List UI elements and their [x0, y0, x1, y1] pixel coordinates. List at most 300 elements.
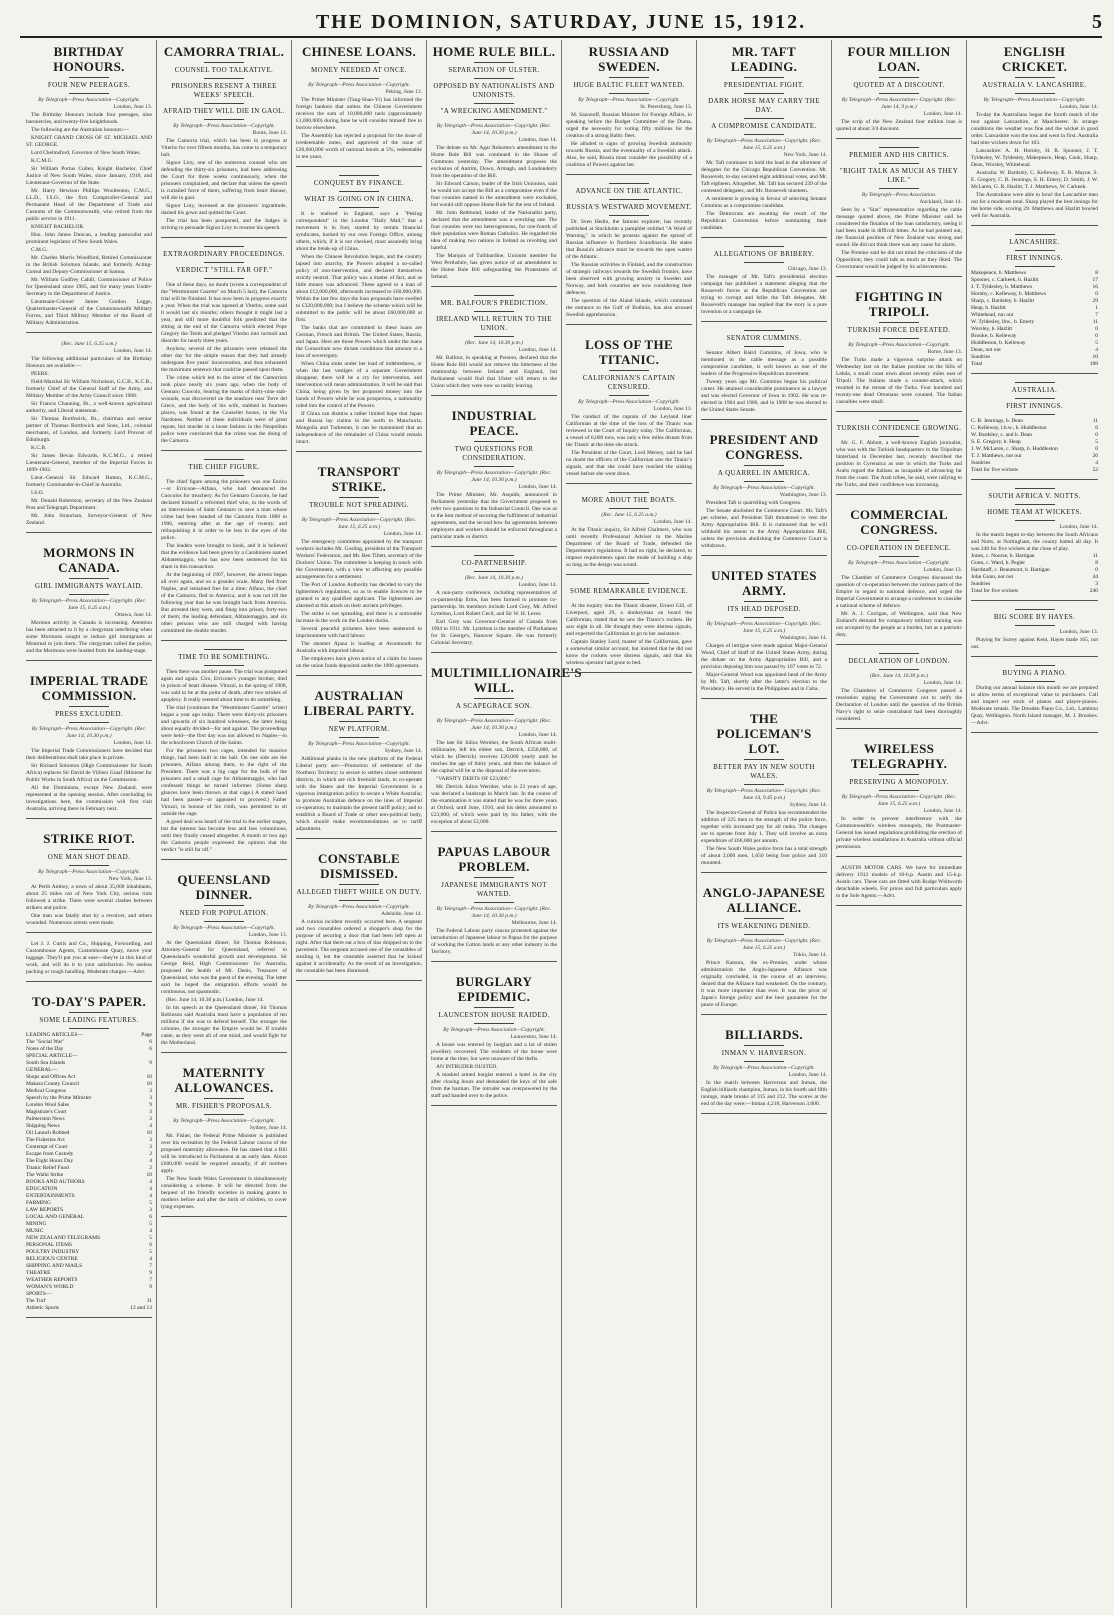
dateline: London, June 14. — [1059, 524, 1098, 530]
rule-divider — [474, 571, 514, 572]
rule-divider — [1015, 234, 1055, 235]
contents-label: SPECIAL ARTICLE— — [26, 1053, 78, 1059]
subheading: WHAT IS GOING ON IN CHINA. — [304, 195, 414, 203]
contents-row — [26, 1263, 152, 1270]
dateline: New York, June 13. — [108, 876, 152, 882]
contents-row — [26, 1137, 152, 1144]
story-divider — [161, 1216, 287, 1217]
paragraph: Sir Francis Channing, Bt., a well-known agricultural authority, and Liberal statesman. — [26, 401, 152, 414]
article — [701, 246, 827, 322]
rule-divider — [744, 934, 784, 935]
paragraph: PEERS. — [31, 371, 49, 377]
paragraph: Mr. Donald Robertson, secretary of the New Zealand Post and Telegraph Department. — [26, 498, 152, 511]
article — [971, 234, 1098, 374]
paragraph: Lieut.-General Sir Edward Hutton, K.C.M.G., formerly Commander-in-Chief in Australia. — [26, 475, 152, 488]
contents-label: Speech by the Prime Minister — [26, 1095, 92, 1101]
rule-divider — [879, 93, 919, 94]
paragraph: The Premier said he did not mind the criticisms of the Opposition; they could talk as much as they liked. The Government would be judged by its achievements. — [836, 250, 962, 270]
contents-row — [26, 1088, 152, 1095]
rule-divider — [879, 790, 919, 791]
article — [296, 847, 422, 981]
batsman: Makepeace, b. Matthews — [971, 270, 1026, 276]
subheading: RUSSIA'S WESTWARD MOVEMENT. — [566, 203, 692, 211]
batsman: Worsley, b. Hazlitt — [971, 326, 1013, 332]
paragraph: The Imperial Trade Commissioners have decided that their deliberations shall take place in private. — [26, 748, 152, 761]
score-row — [971, 425, 1098, 432]
subheading: NEW PLATFORM. — [328, 725, 390, 733]
article — [26, 827, 152, 933]
byline: By Telegraph—Press Association—Copyright. — [848, 560, 950, 566]
paragraph: A curious incident recently occurred here. A sergeant and two constables ordered a shopper's shop for the purpose of securing a door that had been left open at night. After that there eat a box of tins dropped on to the pavement. The sergeant accused one of the constables of stealing it, but the constable asserted that he kicked against it accidentally. As the result of an investigation, the constable has been dismissed. — [296, 919, 422, 974]
article — [296, 40, 422, 167]
paragraph: AUSTIN MOTOR CARS. We have for immediate delivery 1912 models of 10-h.p. Austin and 15-h.p. Austin cars. These cars are fitted with Rudge Whitworth detachable wheels. For prices and full particulars apply to the Sole Agents.—Advt. — [836, 865, 962, 899]
byline: By Telegraph—Press Association—Copyright. — [308, 904, 410, 910]
paragraph: The scrip of the New Zealand four million loan is quoted at about 3/4 discount. — [836, 119, 962, 132]
scorecard — [971, 553, 1098, 595]
contents-row — [26, 1046, 152, 1053]
runs: 1 — [1095, 305, 1098, 311]
contents-label: WOMAN'S WORLD — [26, 1284, 74, 1290]
scorecard — [971, 270, 1098, 368]
rule-divider — [474, 78, 514, 79]
score-row — [971, 574, 1098, 581]
contents-row — [26, 1270, 152, 1277]
rule-divider — [1015, 398, 1055, 399]
subheading: TWO QUESTIONS FOR CONSIDERATION. — [454, 445, 534, 462]
byline: By Telegraph—Press Association—Copyright. — [173, 1118, 275, 1124]
contents-page: 11 — [146, 1298, 152, 1304]
score-row — [971, 354, 1098, 361]
byline: By Telegraph—Press Association—Copyright. — [578, 399, 680, 405]
paragraph: Anyhow, several of the prisoners were released the other day for the simple reason that they had already undergone five years' incarceration, and thus exhausted the maximum sentence that could be passed upon them. — [161, 346, 287, 373]
subheading: ITS WEAKENING DENIED. — [717, 922, 811, 930]
article — [26, 669, 152, 819]
paragraph: Lord Chelmsford, Governor of New South Wales. — [31, 150, 141, 156]
rule-divider — [609, 183, 649, 184]
contents-row — [26, 1081, 152, 1088]
paragraph: Major-General Wood was appointed head of the Army by Mr. Taft, shortly after the latter's election to the Presidency. He served in the Philippines and in Cuba. — [701, 672, 827, 692]
paragraph: Sir James Bevan Edwards, K.C.M.G., a retired Lieutenant-General, member of the Imperial Forces in 1899-1902. — [26, 453, 152, 473]
runs: 11 — [1092, 319, 1098, 325]
rule-divider — [609, 492, 649, 493]
paragraph: The Camorra trial, which has been in progress at Viterbo for over fifteen months, has come to a temporary halt. — [161, 138, 287, 158]
subheading: HUGE BALTIC FLEET WANTED. — [573, 81, 685, 89]
batsman: Sundries — [971, 354, 991, 360]
runs: 5 — [1095, 439, 1098, 445]
subheading: ONE MAN SHOT DEAD. — [47, 853, 131, 861]
dateline: London, June 14. — [518, 137, 557, 143]
paragraph: The Chambers of Commerce Congress passed a resolution urging the Government not to ratify the Declaration of London until the question of the British Navy's right to seize contraband had been thoroughly considered. — [836, 688, 962, 722]
subheading: DARK HORSE MAY CARRY THE DAY. — [708, 97, 820, 114]
headline: FIGHTING IN TRIPOLI. — [855, 289, 943, 319]
paragraph: The Prime Minister, Mr. Asquith, announced in Parliament yesterday that the Government proposed to refer two questions to the Industrial Council. One was as to the best method of securing the fulfilment of industrial agreements, and the second how far agreements between employers and workers should be enforced throughout a particular trade or district. — [431, 492, 558, 540]
rule-divider — [744, 262, 784, 263]
story-divider — [566, 483, 692, 484]
runs: 0 — [1095, 291, 1098, 297]
contents-label: Magistrate's Court — [26, 1109, 67, 1115]
dateline: Sydney, June 14. — [789, 802, 827, 808]
story-divider — [431, 831, 557, 832]
contents-label: The "Social War" — [26, 1039, 65, 1045]
rule-divider — [474, 336, 514, 337]
article — [836, 40, 962, 139]
subheading: DECLARATION OF LONDON. — [848, 657, 950, 665]
contents-row — [26, 1193, 152, 1200]
paragraph: Dr. Sven Hedin, the famous explorer, has recently published at Stockholm a pamphlet entitled "A Word of Warning," in which he protests against the spread of Russian influence in Northern Scandinavia. He states that Russia's advance must be towards the open waters of the Atlantic. — [566, 219, 692, 260]
rule-divider — [744, 784, 784, 785]
rule-divider — [204, 649, 244, 650]
rule-divider — [339, 62, 379, 63]
dateline: London, June 14. — [518, 582, 557, 588]
contents-label: Makara County Council — [26, 1081, 80, 1087]
rule-divider — [339, 513, 379, 514]
story-divider — [296, 838, 422, 839]
batsman: Total for five wickets — [971, 588, 1019, 594]
story-divider — [26, 981, 152, 982]
article — [836, 503, 962, 645]
paragraph: M. Sazonoff, Russian Minister for Foreign Affairs, in speaking before the Budget Committee of the Duma, urged the necessity for voting fifty millions for the creation of a strong Baltic fleet. — [566, 112, 692, 139]
paragraph: At Perth Amboy, a town of about 35,000 inhabitants, about 25 miles out of New York City, serious riots followed a strike. There were several clashes between strikers and police. — [26, 884, 152, 911]
newspaper-title: THE DOMINION, SATURDAY, JUNE 15, 1912. — [315, 10, 807, 33]
dateline: New York, June 14. — [783, 152, 827, 158]
score-row — [971, 432, 1098, 439]
story-divider — [296, 675, 422, 676]
paragraph: The Birthday Honours include four peerages, nine baronetcies, and twenty-five knighthoods. — [26, 112, 152, 125]
paragraph: Mr. Balfour, in speaking at Preston, declared that the Home Rule Bill would not remove the bitterness of the relationship between Ireland and England, but Parliament would find that Ulster will return to the Union which they were now so rashly leaving. — [431, 355, 557, 389]
article — [701, 1023, 827, 1114]
byline: By Telegraph—Press Association—Copyright. — [38, 869, 140, 875]
rule-divider — [69, 706, 109, 707]
story-divider — [971, 656, 1098, 657]
paragraph: Mr. Taft continues to hold the lead in the allotment of delegates for the Chicago Republican Convention. Mr. Roosevelt, to-day secured eight additional votes, and Mr. Taft eighteen. Altogether, Mr. Taft has secured 239 of the contested delegates, and Mr. Roosevelt nineteen. — [701, 160, 827, 194]
rule-divider — [1015, 504, 1055, 505]
dateline: London, June 13. — [1059, 629, 1098, 635]
contents-page: 4 — [149, 1256, 152, 1262]
byline: By Telegraph—Press Association—Copyright. (Rec. June 15, 6.25 a.m.) — [706, 621, 822, 634]
batsman: Jones, c. Nourse, b. Hartigan — [971, 553, 1035, 559]
rule-divider — [204, 1114, 244, 1115]
runs: 16 — [1092, 284, 1098, 290]
runs: 4 — [1095, 460, 1098, 466]
paragraph: Mr. Derrick Julius Wernher, who is 23 years of age, was declared a bankrupt in March last. In the course of the examination it was stated that he was for three years at Oxford, until June, 1910, and his debts amounted to £23,000, of which were paid by his father, with the exception of about £2,000. — [431, 784, 557, 825]
paragraph: The conduct of the captain of the Leyland liner Californian at the time of the loss of the Titanic was reviewed in the Court of Inquiry today. The Californian, a vessel of 6,000 tons, was only a few miles distant from the Titanic at the time she struck. — [566, 414, 692, 448]
rule-divider — [474, 555, 514, 556]
rule-divider — [474, 714, 514, 715]
paragraph: The Inspector-General of Police has recommended the addition of 225 men to the strength of the police force, together with increased pay for all ranks. The changes are to operate from July 1. They will involve an extra expenditure of £66,000 per annum. — [701, 810, 827, 844]
batsman: Dean, not out — [971, 347, 1001, 353]
article — [431, 40, 557, 287]
byline: By Telegraph—Press Association—Copyright. — [983, 97, 1086, 103]
dateline: Adelaide, June 14. — [381, 911, 422, 917]
subheading: QUOTED AT A DISCOUNT. — [853, 81, 945, 89]
rule-divider — [1015, 488, 1055, 489]
paragraph: A good deal was heard of the trial in the earlier stages, but the interest has become less and less voluminous, until they finally ceased altogether. A month or two ago the Camorra people expressed the opinion that the verdict "is still far off." — [161, 819, 287, 853]
paragraph: Charges of intrigue were made against Major-General Wood, Chief of Staff of the United States Army, during the debate on the Army Appropriation Bill, and a provision deposing him was passed by 107 votes to 72. — [701, 643, 827, 670]
runs: 3 — [1095, 581, 1098, 587]
article — [701, 707, 827, 873]
subheading: BETTER PAY IN NEW SOUTH WALES. — [713, 763, 815, 780]
article — [296, 684, 422, 839]
batsman: Total — [971, 361, 983, 367]
subheading: "RIGHT TALK AS MUCH AS THEY LIKE." — [839, 167, 959, 184]
article — [701, 330, 827, 420]
score-row — [971, 553, 1098, 560]
story-divider — [836, 411, 962, 412]
subheading: MR. FISHER'S PROPOSALS. — [175, 1102, 273, 1110]
subheading: VERDICT "STILL FAR OFF." — [175, 266, 273, 274]
contents-row — [26, 1298, 152, 1305]
score-row — [971, 340, 1098, 347]
contents-row — [26, 1158, 152, 1165]
byline: By Telegraph—Press Association—Copyright. (Rec. June 14, 10.30 p.m.) — [31, 726, 147, 739]
story-divider — [161, 237, 287, 238]
rule-divider — [69, 722, 109, 723]
rule-divider — [339, 175, 379, 176]
rule-divider — [474, 119, 514, 120]
article — [971, 40, 1098, 226]
subheading: CO-PARTNERSHIP. — [461, 559, 527, 567]
contents-label: THEATRE — [26, 1270, 51, 1276]
headline: STRIKE RIOT. — [43, 831, 135, 846]
byline: By Telegraph—Press Association—Copyright. (Rec. June 15, 6.25 a.m.) — [841, 794, 957, 807]
paragraph: Mr. William Godfrey Cahill, Commissioner of Police for Queensland since 1905, and for many years Under-Secretary to the Department of Justice. — [26, 277, 152, 297]
rule-divider — [1015, 625, 1055, 626]
byline: (Rec. June 14, 10.30 p.m.) — [465, 340, 523, 346]
rule-divider — [1015, 681, 1055, 682]
paragraph: Senator Albert Baird Cummins, of Iowa, who is mentioned in the cable message as a possible compromise candidate, is well known as one of the leaders of the Progressive Republican movement. — [701, 350, 827, 377]
rule-divider — [1015, 250, 1055, 251]
rule-divider — [744, 759, 784, 760]
rule-divider — [609, 215, 649, 216]
paragraph: The late Sir Julius Wernher, the South African multi-millionaire, left his eldest son, Derrick, £250,000, of which he (Derrick) receives £20,000 yearly until he reaches the age of thirty years, and then the balance of the capital will be at the disposal of the executors. — [431, 740, 557, 774]
batsman: Sundries — [971, 581, 991, 587]
contents-label: MINING — [26, 1221, 47, 1227]
dateline: Auckland, June 14. — [919, 199, 962, 205]
paragraph: Mr. Charles Morris Woodford, Retired Commissioner in the British Solomon Islands, and formerly Acting-Consul and Deputy-Commissioner at Samoa. — [26, 255, 152, 275]
rule-divider — [69, 77, 109, 78]
subheading: PRESERVING A MONOPOLY. — [849, 778, 949, 786]
paragraph: Australia: W. Bardsley, C. Kelleway, E. R. Mayne, S. E. Gregory, C. B. Jennings, S. H. Emery, D. Smith, J. W. McLaren, G. R. Hazlitt, T. J. Matthews, W. Carkeek. — [971, 170, 1098, 190]
paragraph: The following are the Australian honours:— — [31, 127, 129, 133]
runs: 0 — [1095, 432, 1098, 438]
rule-divider — [204, 278, 244, 279]
runs: 10 — [1092, 354, 1098, 360]
subheading: BUYING A PIANO. — [1002, 669, 1067, 677]
rule-divider — [204, 262, 244, 263]
subheading: ITS HEAD DEPOSED. — [727, 605, 801, 613]
score-row — [971, 467, 1098, 474]
paragraph: In his speech at the Queensland dinner, Sir Thomas Robinson said Australia must have a population of ten millions if she was to defend herself. The stronger the colonies, the stronger the Empire would be. If trouble came, as they were all of one mind, and would fight for the Motherland. — [161, 1005, 287, 1046]
score-row — [971, 588, 1098, 595]
rule-divider — [204, 475, 244, 476]
contents-label: SPORTS— — [26, 1291, 52, 1297]
article — [161, 868, 287, 1053]
score-row — [971, 418, 1098, 425]
story-divider — [296, 980, 422, 981]
paragraph: Let J. J. Curtis and Co., Shipping, Forwarding, and Customhouse Agents, Customhouse Quay, move your luggage. They'll put you at ease—they're in this kind of work, and will do it to your satisfaction. No useless packing or rough handling. Moderate charges.—Advt. — [26, 941, 152, 975]
headline: BILLIARDS. — [725, 1027, 803, 1042]
paragraph: It is realised in England, says a "Peking correspondent" in the London "Daily Mail," that a movement is in foot, started by certain financial syndicates, backed by our own Foreign Office, among others, which, if it is not checked, must assuredly bring about the break-up of China. — [296, 211, 422, 252]
rule-divider — [609, 583, 649, 584]
rule-divider — [474, 877, 514, 878]
dateline: London, June 14. — [518, 347, 557, 353]
byline: By Telegraph—Press Association—Copyright. (Rec. June 15, 6.25 a.m.) — [706, 938, 822, 951]
rule-divider — [474, 698, 514, 699]
paragraph: Playing for Surrey against Kent, Hayes made 165, not out. — [971, 637, 1098, 650]
paragraph: Sir Richard Solomon (High Commissioner for South Africa) replaces Sir David de Villiers Graaf (Minister for Public Works in South Africa) on the Commission. — [26, 763, 152, 783]
dateline: London, June 14. — [923, 808, 962, 814]
article — [701, 428, 827, 556]
rule-divider — [474, 311, 514, 312]
headline: BIRTHDAY HONOURS. — [53, 44, 125, 74]
contents-row — [26, 1207, 152, 1214]
byline: By Telegraph—Press Association—Copyright. — [713, 1065, 815, 1071]
subheading: MR. BALFOUR'S PREDICTION. — [440, 299, 548, 307]
contents-row — [26, 1284, 152, 1291]
contents-label: Athletic Sports — [26, 1305, 60, 1311]
contents-label: ENTERTAINMENTS — [26, 1193, 75, 1199]
batsman: Spooner, c. Carkeek, b. Hazlitt — [971, 277, 1039, 283]
contents-page: 3 — [149, 1137, 152, 1143]
runs: 0 — [1095, 446, 1098, 452]
article — [971, 665, 1098, 733]
score-row — [971, 298, 1098, 305]
paragraph: The employers have given notice of a claim for losses on the union funds deposited under the 1906 agreement. — [296, 656, 422, 669]
article — [161, 246, 287, 451]
rule-divider — [609, 395, 649, 396]
rule-divider — [204, 459, 244, 460]
headline: MR. TAFT LEADING. — [730, 44, 798, 74]
subheading: SOUTH AFRICA V. NOTTS. — [988, 492, 1081, 500]
batsman: C. Kelleway, l.b.w., b. Huddleston — [971, 425, 1047, 431]
paragraph: The trial (continues the "Westminster Gazette" writer) began a year ago today. There were thirty-six prisoners and upwards of six hundred witnesses, the latter being about equally divided—for and against. The proceedings were held—the first day was not allowed to Naples—in the schoolroom Church of the Saints. — [161, 705, 287, 746]
byline: By Telegraph—Press Association—Copyright. (Rec. June 15, 6.25 a.m.) — [31, 598, 147, 611]
article — [161, 459, 287, 641]
story-divider — [26, 1317, 152, 1318]
byline: (Rec. June 15, 6.25 a.m.) — [601, 512, 657, 518]
article — [161, 1061, 287, 1217]
contents-label: London Wool Sales — [26, 1102, 70, 1108]
rule-divider — [339, 191, 379, 192]
headline: ENGLISH CRICKET. — [1001, 44, 1068, 74]
contents-label: EDUCATION — [26, 1186, 58, 1192]
headline: CAMORRA TRIAL. — [163, 44, 285, 59]
subheading: EXTRAORDINARY PROCEEDINGS. — [163, 250, 285, 258]
rule-divider — [744, 465, 784, 466]
paragraph: He alluded to signs of growing Swedish animosity towards Russia, and the eventuality of a Swedish attack. Also, he said, Russia must consider the possibility of a coalition of Powers against her. — [566, 141, 692, 168]
story-divider — [836, 905, 962, 906]
headline: AUSTRALIAN LIBERAL PARTY. — [303, 688, 415, 718]
dateline: London, June 14. — [788, 1072, 827, 1078]
paragraph: The New South Wales Government is simultaneously considering a scheme. It will be directed from the bequest of the friendly societies in making grants to mothers before and after the birth of children, to cover lying expenses. — [161, 1176, 287, 1210]
story-divider — [431, 961, 557, 962]
batsman: Sharp, c. Bardsley, b. Hazlitt — [971, 298, 1035, 304]
byline: By Telegraph—Press Association—Copyright. (Rec. June 14, 10.30 p.m.) — [436, 718, 552, 731]
rule-divider — [744, 1045, 784, 1046]
runs: 240 — [1089, 588, 1098, 594]
story-divider — [836, 494, 962, 495]
contents-page: 3 — [149, 1144, 152, 1150]
contents-page: 6 — [149, 1046, 152, 1052]
byline: By Telegraph—Press Association—Copyright. (Rec. June 14, 10.30 p.m.) — [436, 906, 552, 919]
story-divider — [566, 672, 692, 673]
subheading: FOUR NEW PEERAGES. — [47, 81, 131, 89]
paragraph: At the Titanic inquiry, Sir Alfred Chalmers, who was until recently Professional Adviser to the Marine Department of the Board of Trade, defended the Department's regulations. It had no right, he declared, to impose requirements upon the mode of building a ship so long as the design was sound. — [566, 527, 692, 568]
batsman: T. J. Matthews, not out — [971, 453, 1022, 459]
subheading: AUSTRALIA. — [1011, 386, 1058, 394]
rule-divider — [204, 103, 244, 104]
paragraph: A masked armed burglar entered a hotel in the city after closing hours and demanded the keys of the safe from the barman. The intruder was overpowered by the staff and handed over to the police. — [431, 1072, 557, 1099]
dateline: Launceston, June 14. — [510, 1034, 557, 1040]
contents-label: BOOKS AND AUTHORS — [26, 1179, 85, 1185]
contents-page: 5 — [149, 1221, 152, 1227]
contents-row — [26, 1060, 152, 1067]
paragraph: Mr. John Redmond, leader of the Nationalist party, declared that the amendment was a wrecking one. The four counties were too heterogeneous, for one-fourth of their population were Roman Catholics. He regarded the idea of making two nations in Ireland as revolting and hateful. — [431, 210, 557, 251]
article — [701, 564, 827, 699]
paragraph: I.S.O. — [31, 490, 44, 496]
headline: FOUR MILLION LOAN. — [847, 44, 951, 74]
rule-divider — [474, 1023, 514, 1024]
batsman: W. Tyldesley, lbw., b. Emery — [971, 319, 1035, 325]
story-divider — [431, 286, 557, 287]
rule-divider — [69, 93, 109, 94]
contents-label: Shipping News — [26, 1123, 60, 1129]
paragraph: Additional planks in the new platform of the Federal Liberal party are:—Promotion of settlement of the Northern Territory; to secure to settlers closer settlement districts, in which are rich freehold lands; to co-operate with the States and the Imperial Government in a vigorous immigration policy to secure a White Australia; to promote Australian defence on the lines of Imperial co-operation; to maintain the present tariff policy; and to establish a Board of Trade or other non-political body, which should make recommendations as to tariff adjustment. — [296, 756, 422, 832]
contents-label: SHIPPING AND MAILS — [26, 1263, 83, 1269]
rule-divider — [879, 77, 919, 78]
paragraph: In order to prevent interference with the Commonwealth's wireless monopoly, the Postmaster-General has issued regulations prohibiting the erection of private wireless installations in Australia without official permission. — [836, 816, 963, 850]
subheading: HOME TEAM AT WICKETS. — [987, 508, 1082, 516]
rule-divider — [204, 1098, 244, 1099]
rule-divider — [609, 77, 649, 78]
story-divider — [566, 324, 692, 325]
contents-page: 3 — [149, 1207, 152, 1213]
subheading: BIG SCORE BY HAYES. — [993, 613, 1076, 621]
contents-page: 3 — [149, 1088, 152, 1094]
headline: PAPUAS LABOUR PROBLEM. — [437, 844, 551, 874]
byline: By Telegraph—Press Association—Copyright. (Rec. June 14, 10.30 p.m.) — [436, 470, 552, 483]
contents-row — [26, 1179, 152, 1186]
paragraph: Mr. Harry Hewison Phillips Wooltenton, C.M.G., LL.D., I.S.O., the first Comptroller-General and Permanent Head of the Department of Trade and Customs of the Commonwealth, who retired from the public service in 1911. — [26, 188, 152, 222]
byline: (Rec. June 14, 10.30 p.m.) — [870, 673, 928, 679]
column-7 — [832, 40, 967, 1608]
dateline: London, June 13. — [923, 567, 962, 573]
subheading: ADVANCE ON THE ATLANTIC. — [575, 187, 683, 195]
rule-divider — [339, 737, 379, 738]
headline: BURGLARY EPIDEMIC. — [455, 974, 533, 1004]
article — [566, 333, 692, 484]
headline: WIRELESS TELEGRAPHY. — [850, 741, 948, 771]
story-divider — [836, 644, 962, 645]
headline: MORMONS IN CANADA. — [43, 545, 135, 575]
dateline: Chicago, June 13. — [787, 266, 827, 272]
byline: By Telegraph—Press Association—Copyright. — [578, 97, 680, 103]
column-2 — [157, 40, 292, 1608]
paragraph: The chief figure among the prisoners was one Enrico—or Erricone—Alfano, who had denounced the Cuocolos for treachery. As for Gennaro Cuocolo, he had declared himself a reformed thief who, in the words of an intercession of Saint Gennaro to save a man whose crime had been handed of the Camorra from 1880 to 1906, entering after at the age of twenty, and relinquishing it in order to be less in the eyes of the police. — [161, 479, 287, 541]
story-divider — [566, 174, 692, 175]
batsman: Huddleston, b. Kelleway — [971, 340, 1026, 346]
paragraph: One of these days, no doubt (wrote a correspondent of the "Westminster Gazette" on March 5 last), the Camorra trial will be finished. It has now been in progress exactly a year. When the trial was opened at Viterbo, some said it would last six months; others thought it might last a year, and still more doubtful folk predicted that the sitting at the end of the Camorra which elected Pope Gregory the Tenth and pledged Viterbo into turmoil and disorder for nearly three years. — [161, 282, 287, 344]
contents-page: 9 — [149, 1284, 152, 1290]
contents-label: RELIGIOUS CENTRE — [26, 1256, 78, 1262]
batsman: Hardstaff, c. Beaumont, b. Hartigan — [971, 567, 1050, 573]
contents-label: Titanic Relief Fund — [26, 1165, 69, 1171]
subheading: SOME REMARKABLE EVIDENCE. — [570, 587, 688, 595]
rule-divider — [744, 246, 784, 247]
contents-label: The Eight Hours Day — [26, 1158, 74, 1164]
story-divider — [701, 419, 827, 420]
contents-page: 6 — [149, 1214, 152, 1220]
